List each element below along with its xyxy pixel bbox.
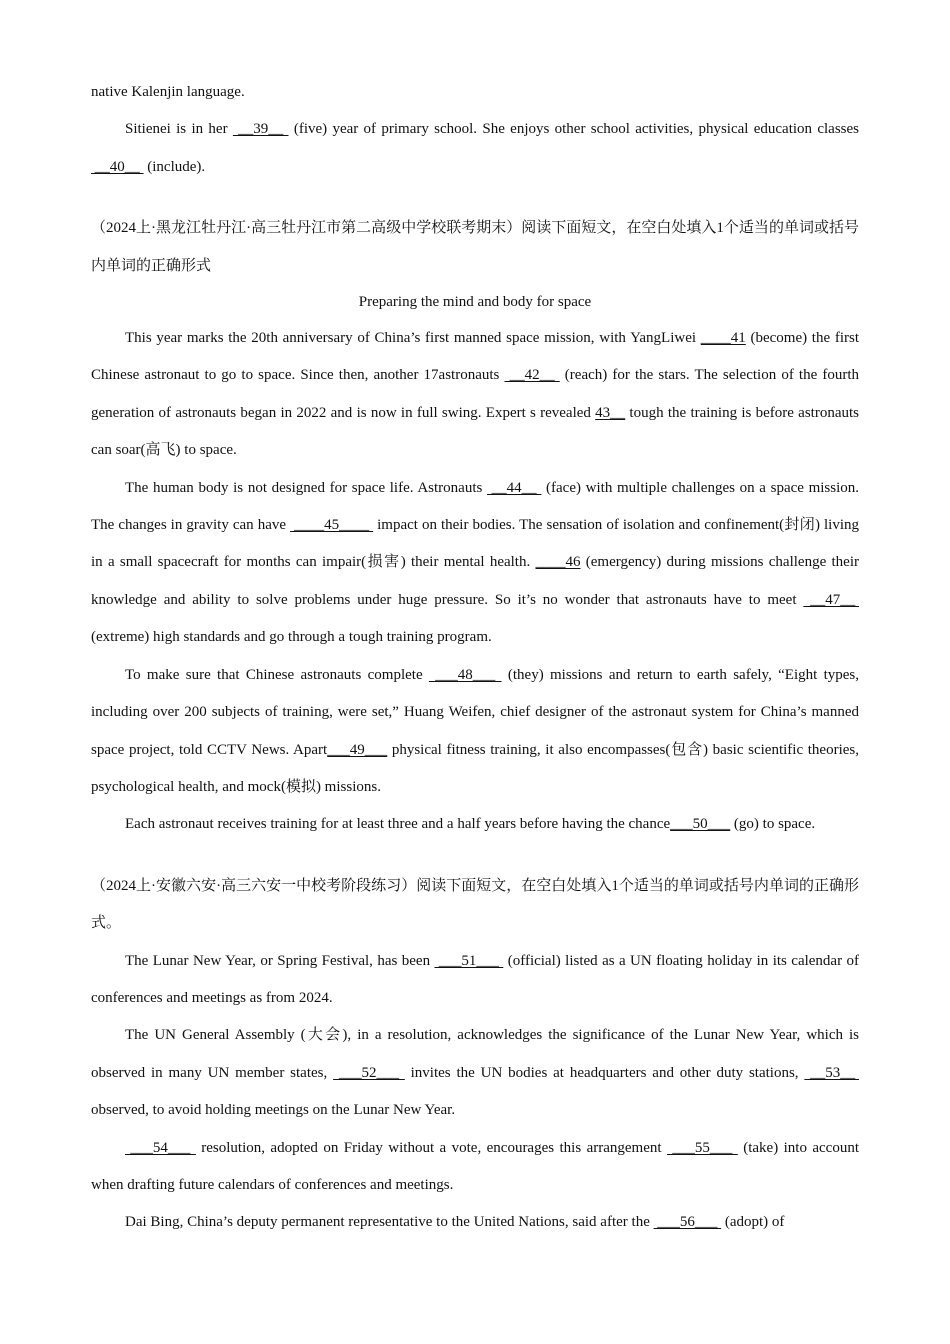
text-run: (take) into account when drafting future calendars of conferences and meetings. <box>91 1139 860 1193</box>
text-run: (face) with multiple challenges on a space mission. The changes in gravity can have <box>91 479 860 534</box>
text-run: (become) the first Chinese astronaut to go to space. Since then, another 17astronauts <box>91 330 859 384</box>
paragraph-sitienei <box>91 111 859 186</box>
text-run: observed, to avoid holding meetings on the Lunar New Year. <box>91 1102 456 1119</box>
text-run: (adopt) of <box>721 1214 785 1231</box>
text-run: impact on their bodies. The sensation of isolation and confinement(封闭) living in a small spacecraft for months can impair(损害) their mental health. <box>91 517 860 571</box>
answer-blank: ____46 <box>535 554 581 571</box>
answer-blank: __44__ <box>487 479 542 496</box>
answer-blank: ___56___ <box>653 1214 722 1231</box>
answer-blank: __40__ <box>91 158 144 175</box>
text-run: physical fitness training, it also encompasses(包含) basic scientific theories, psychological health, and mock(模拟) missions. <box>91 741 859 795</box>
text-run: The UN General Assembly (大会), in a resolution, acknowledges the significance of the Lunar New Year, which is observed in many UN member states, <box>91 1027 859 1081</box>
text-run: (extreme) high standards and go through a tough training program. <box>91 629 492 646</box>
answer-blank: ____41 <box>700 330 746 347</box>
text-run: tough the training is before astronauts can soar(高飞) to space. <box>91 404 859 459</box>
section-1-instruction <box>91 210 859 285</box>
text-run: native Kalenjin language. <box>91 84 245 100</box>
text-run: Sitienei is in her <box>125 121 233 138</box>
text-run: (go) to space. <box>730 816 816 833</box>
section-2-paragraph-3 <box>91 1130 859 1205</box>
text-run: To make sure that Chinese astronauts complete <box>125 666 429 683</box>
passage-title: Preparing the mind and body for space <box>358 294 592 311</box>
section-2-paragraph-4 <box>91 1204 859 1241</box>
text-run: (they) missions and return to earth safely, “Eight types, including over 200 subjects of training, were set,” Huang Weifen, chief designer of the astronaut system for China’s manned space project, told CCTV News. Apart <box>91 666 860 758</box>
text-run: （2024上·安徽六安·高三六安一中校考阶段练习）阅读下面短文，在空白处填入1个适当的单词或括号内单词的正确形式。 <box>91 877 859 932</box>
text-run: This year marks the 20th anniversary of China’s first manned space mission, with YangLiwei <box>125 330 701 347</box>
text-run: (official) listed as a UN floating holiday in its calendar of conferences and meetings as from 2024. <box>91 952 859 1006</box>
text-run: The human body is not designed for space life. Astronauts <box>125 479 488 496</box>
answer-blank: ___48___ <box>428 666 502 683</box>
text-run: Dai Bing, China’s deputy permanent representative to the United Nations, said after the <box>125 1214 654 1231</box>
answer-blank: ___54___ <box>125 1139 196 1156</box>
section-1-paragraph-4 <box>91 806 859 843</box>
paragraph-intro-end <box>91 74 859 111</box>
text-run: The Lunar New Year, or Spring Festival, has been <box>125 952 435 969</box>
section-1-paragraph-1 <box>91 320 859 470</box>
answer-blank: ___52___ <box>333 1064 405 1081</box>
section-2-instruction <box>91 868 859 943</box>
answer-blank: __39__ <box>232 121 289 138</box>
section-2-paragraph-2 <box>91 1017 859 1129</box>
answer-blank: __47__ <box>803 591 859 608</box>
answer-blank: ___49___ <box>327 741 388 758</box>
text-run: (emergency) during missions challenge their knowledge and ability to solve problems under huge pressure. So it’s no wonder that astronauts have to meet <box>91 554 860 608</box>
answer-blank: ___50___ <box>670 816 731 833</box>
answer-blank: __42__ <box>504 367 560 384</box>
text-run: (five) year of primary school. She enjoys other school activities, physical education classes <box>288 121 860 138</box>
answer-blank: ___55___ <box>666 1139 738 1156</box>
document-page <box>91 74 859 1242</box>
text-run: (include). <box>143 158 206 175</box>
text-run: （2024上·黑龙江牡丹江·高三牡丹江市第二高级中学校联考期末）阅读下面短文，在空白处填入1个适当的单词或括号内单词的正确形式 <box>91 220 859 274</box>
section-2-paragraph-1 <box>91 943 859 1018</box>
text-run: resolution, adopted on Friday without a vote, encourages this arrangement <box>195 1139 667 1156</box>
section-1-paragraph-2 <box>91 470 859 657</box>
answer-blank: __53__ <box>804 1064 859 1081</box>
answer-blank: 43__ <box>595 404 626 421</box>
answer-blank: ___51___ <box>434 952 504 969</box>
text-run: (reach) for the stars. The selection of the fourth generation of astronauts began in 2022 and is now in full swing. Expert s revealed <box>91 367 860 421</box>
section-1-paragraph-3 <box>91 657 859 807</box>
text-run: Each astronaut receives training for at least three and a half years before having the chance <box>125 816 671 833</box>
answer-blank: ____45____ <box>290 517 374 534</box>
text-run: invites the UN bodies at headquarters and other duty stations, <box>404 1064 805 1081</box>
